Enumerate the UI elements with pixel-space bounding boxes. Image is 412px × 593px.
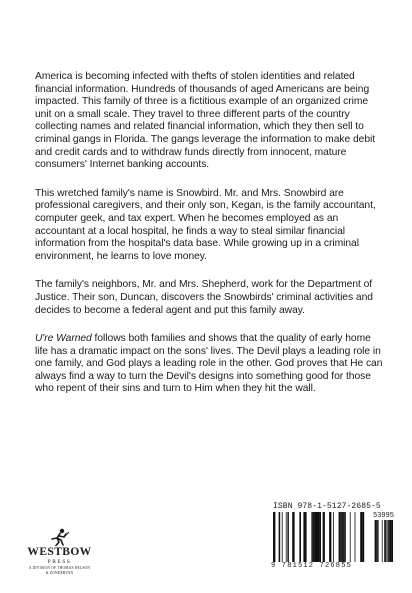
publisher-division-line-2: & ZONDERVAN [45,570,74,575]
blurb-paragraph-3: The family's neighbors, Mr. and Mrs. Shepherd, work for the Department of Justice. Their son, Duncan, discovers the Snowbirds' criminal activities and decides to become a federal agent and put this family away. [35,279,373,316]
ean-barcode-bars [273,512,365,562]
isbn-barcode [265,498,403,573]
publisher-division [22,566,97,575]
blurb-paragraph-4 [35,333,385,396]
ean-number: 9 781512 726855 [271,562,353,570]
publisher-press: PRESS [47,559,72,565]
blurb-paragraph-4-text: follows both families and shows that the quality of early home life has a dramatic impact on the sons' lives. The Devil plays a leading role in one family, and God plays a leading role in the other. God proves that He can always find a way to turn the Devil's designs into something good for those who repent of their sins and turn to Him when they hit the wall. [35,333,383,395]
publisher-name: WESTBOW [27,546,92,558]
isbn-label: ISBN 978-1-5127-2685-5 [273,502,381,511]
blurb-paragraph-1: America is becoming infected with thefts of stolen identities and related financial information. Hundreds of thousands of aged Americans are being impacted. This family of three is a fictitious example of an organized crime unit on a small scale. They travel to three different parts of the country collecting names and related financial information, which they then sell to criminal gangs in Florida. The gangs leverage the information to make debit and credit cards and to withdraw funds directly from innocent, mature consumers' Internet banking accounts. [35,71,376,171]
price-code-label: 53995 [373,512,395,520]
publisher-division-line-1: A DIVISION OF THOMAS NELSON [28,566,91,570]
runner-icon [49,528,71,546]
addon-barcode-bars [369,520,397,562]
back-cover-blurb [35,71,385,412]
blurb-paragraph-2: This wretched family's name is Snowbird. Mr. and Mrs. Snowbird are professional caregivers, and their only son, Kegan, is the family accountant, computer geek, and tax expert. When he becomes employed as an accountant at a local hospital, he finds a way to steal similar financial information from the hospital's data base. While growing up in a criminal environment, he learns to love money. [35,187,376,262]
book-title-italic: U're Warned [35,333,92,345]
publisher-logo [22,528,97,578]
